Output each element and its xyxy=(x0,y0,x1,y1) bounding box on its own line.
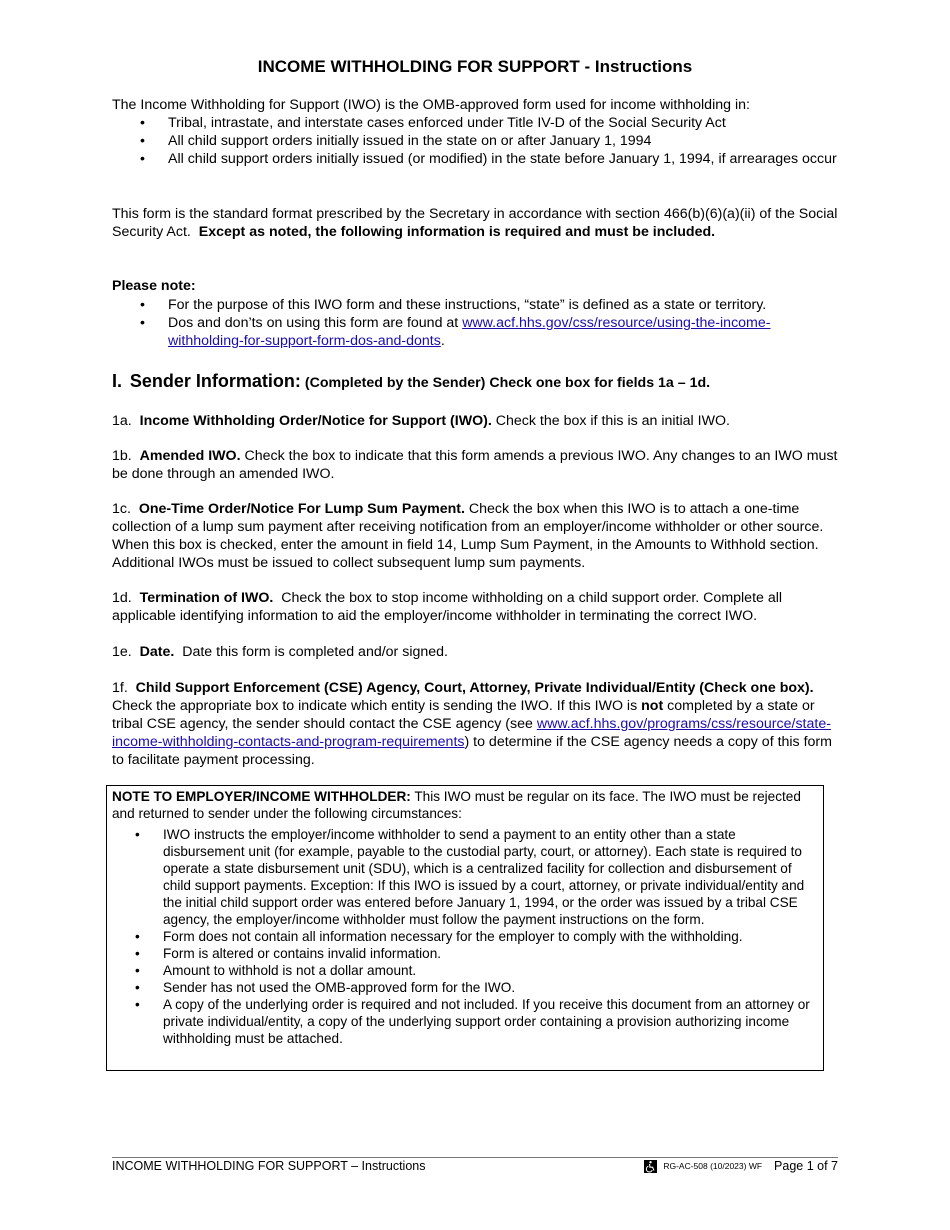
please-note-heading: Please note: xyxy=(112,278,196,294)
wheelchair-accessibility-icon xyxy=(644,1160,657,1173)
field-1e: 1e. Date. Date this form is completed and/or signed. xyxy=(112,644,448,660)
page-number: Page 1 of 7 xyxy=(774,1159,838,1173)
list-item: • IWO instructs the employer/income withholder to send a payment to an entity other than a state disbursement unit (for example, payable to the custodial party, court, or attorney). Each state is required to operate a state disbursement unit (SDU), which is a centralized facility for collection and disbursement of child support payments. Exception: If this IWO is issued by a court, attorney, or private individual/entity and the initial child support order was entered before January 1, 1994, or the order was issued by a tribal CSE agency, the employer/income withholder must follow the payment instructions on the form. xyxy=(135,827,805,927)
bullet-icon: • xyxy=(140,297,145,313)
bullet-icon: • xyxy=(135,827,140,842)
page-title: INCOME WITHHOLDING FOR SUPPORT - Instructions xyxy=(257,57,693,76)
standard-format-paragraph: This form is the standard format prescribed by the Secretary in accordance with section 466(b)(6)(a)(ii) of the Social Security Act. Except as noted, the following information is required and must be included. xyxy=(112,206,838,240)
list-item: • All child support orders initially issued (or modified) in the state before January 1, 1994, if arrearages occur xyxy=(140,151,837,167)
bullet-icon: • xyxy=(135,963,140,978)
list-item: • Form is altered or contains invalid information. xyxy=(135,946,442,961)
list-item: • Amount to withhold is not a dollar amount. xyxy=(135,963,417,978)
bullet-icon: • xyxy=(140,151,145,167)
note-bullet-list xyxy=(112,826,820,1047)
please-note-list xyxy=(112,296,838,350)
state-contacts-link[interactable]: www.acf.hhs.gov/programs/css/resource/state-income-withholding-contacts-and-program-requirements xyxy=(112,716,831,750)
bullet-icon: • xyxy=(140,315,145,331)
intro-bullet-list xyxy=(112,114,838,168)
list-item: • A copy of the underlying order is required and not included. If you receive this document from an attorney or private individual/entity, a copy of the underlying support order containing a provision authorizing income withholding must be attached. xyxy=(135,997,810,1046)
footer-meta xyxy=(644,1159,838,1173)
bullet-icon: • xyxy=(135,997,140,1012)
field-1c: 1c. One-Time Order/Notice For Lump Sum Payment. Check the box when this IWO is to attach a one-time collection of a lump sum payment after receiving notification from an employer/income withholder or other source. When this box is checked, enter the amount in field 14, Lump Sum Payment, in the Amounts to Withhold section. Additional IWOs must be issued to collect subsequent lump sum payments. xyxy=(112,501,824,571)
list-item: • For the purpose of this IWO form and these instructions, “state” is defined as a state or territory. xyxy=(140,297,767,313)
list-item: • Tribal, intrastate, and interstate cases enforced under Title IV-D of the Social Security Act xyxy=(140,115,726,131)
bullet-icon: • xyxy=(135,929,140,944)
section-heading: I. Sender Information: (Completed by the Sender) Check one box for fields 1a – 1d. xyxy=(112,371,711,391)
field-1b: 1b. Amended IWO. Check the box to indicate that this form amends a previous IWO. Any changes to an IWO must be done through an amended IWO. xyxy=(112,448,838,482)
footer-divider xyxy=(112,1157,838,1158)
intro-text: The Income Withholding for Support (IWO) is the OMB-approved form used for income withholding in: xyxy=(112,97,750,113)
bullet-icon: • xyxy=(135,946,140,961)
field-1f: 1f. Child Support Enforcement (CSE) Agency, Court, Attorney, Private Individual/Entity (Check one box). Check the appropriate box to indicate which entity is sending the IWO. If this IWO is not completed by a state or tribal CSE agency, the sender should contact the CSE agency (see www.acf.hhs.gov/programs/css/resource/state-income-withholding-contacts-and-program-requirements) to determine if the CSE agency needs a copy of this form to facilitate payment processing. xyxy=(112,680,832,768)
field-1d: 1d. Termination of IWO. Check the box to stop income withholding on a child support order. Complete all applicable identifying information to aid the employer/income withholder in terminating the correct IWO. xyxy=(112,590,783,624)
form-number: RG-AC-508 (10/2023) WF xyxy=(663,1161,763,1171)
employer-note-box xyxy=(106,785,824,1071)
field-1a: 1a. Income Withholding Order/Notice for Support (IWO). Check the box if this is an initial IWO. xyxy=(112,413,730,429)
note-intro: NOTE TO EMPLOYER/INCOME WITHHOLDER: This IWO must be regular on its face. The IWO must be rejected and returned to sender under the following circumstances: xyxy=(112,789,801,821)
list-item: • Form does not contain all information necessary for the employer to comply with the withholding. xyxy=(135,929,743,944)
list-item: • Dos and don’ts on using this form are found at www.acf.hhs.gov/css/resource/using-the-income-withholding-for-support-form-dos-and-donts. xyxy=(140,315,771,349)
bullet-icon: • xyxy=(135,980,140,995)
list-item: • Sender has not used the OMB-approved form for the IWO. xyxy=(135,980,516,995)
list-item: • All child support orders initially issued in the state on or after January 1, 1994 xyxy=(140,133,652,149)
dos-and-donts-link[interactable]: www.acf.hhs.gov/css/resource/using-the-income-withholding-for-support-form-dos-and-donts xyxy=(168,315,771,349)
bullet-icon: • xyxy=(140,115,145,131)
bullet-icon: • xyxy=(140,133,145,149)
footer-title: INCOME WITHHOLDING FOR SUPPORT – Instructions xyxy=(112,1159,426,1173)
